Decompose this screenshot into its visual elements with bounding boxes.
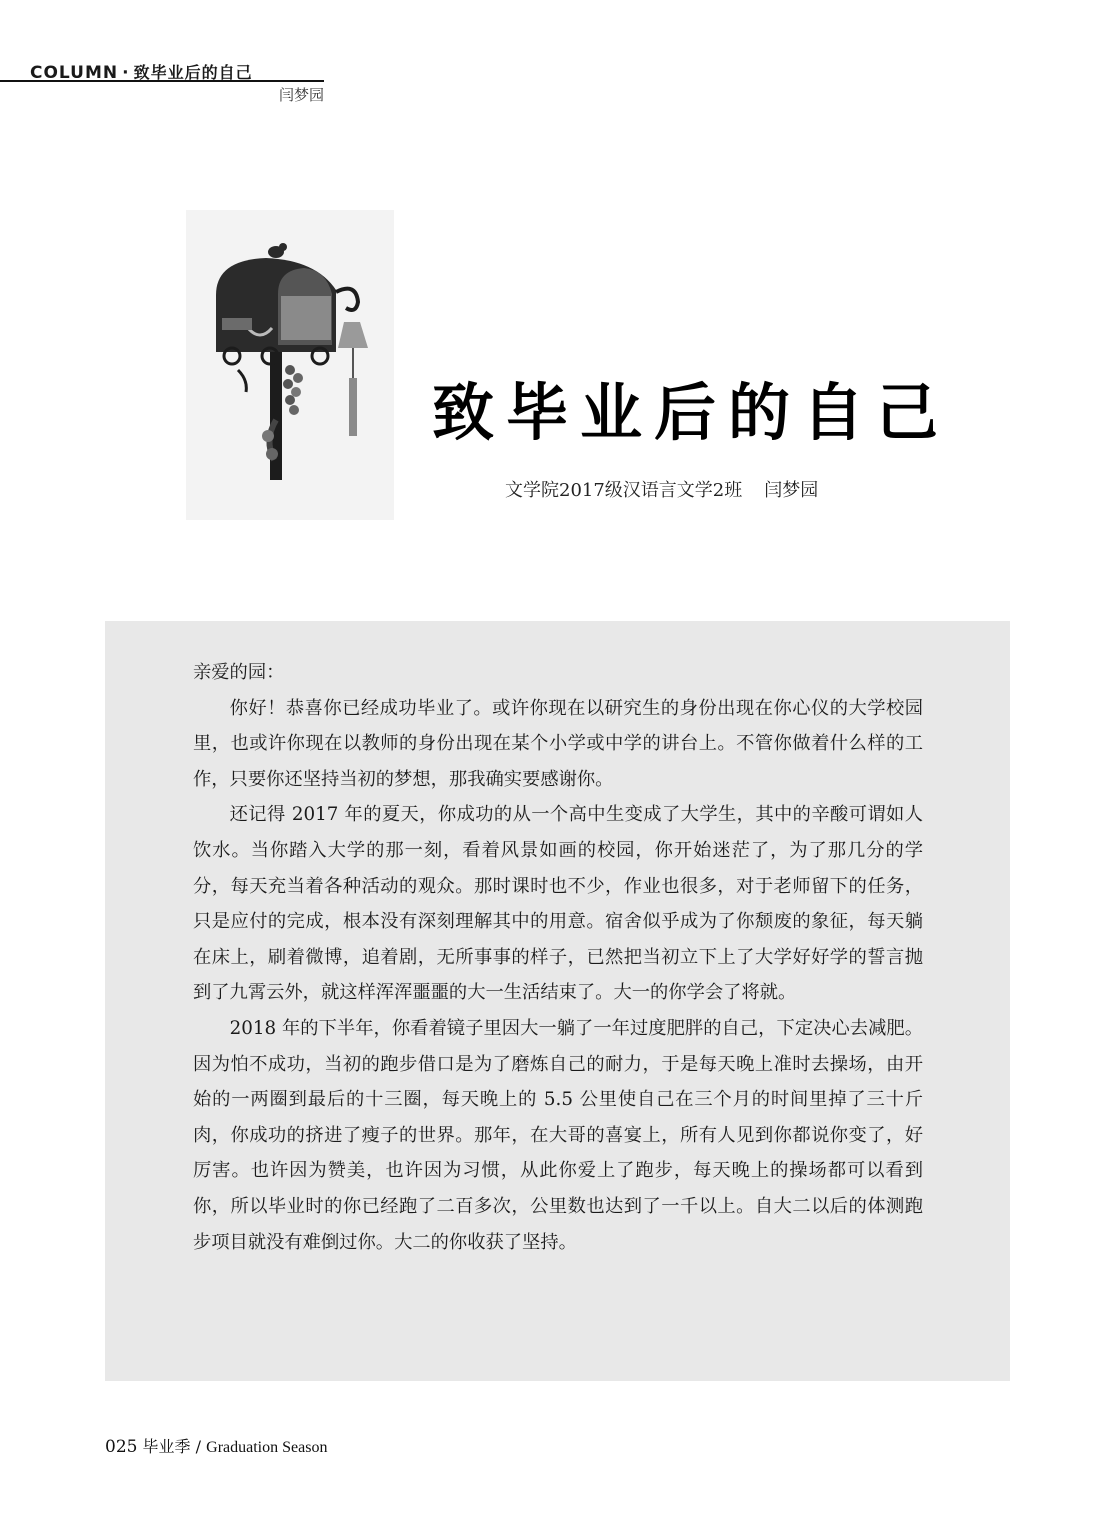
footer-slash: /	[195, 1437, 202, 1456]
page-footer	[105, 1434, 327, 1457]
mailbox-illustration	[186, 210, 394, 520]
header-rule	[0, 58, 324, 82]
column-label	[30, 60, 253, 83]
letter-body	[193, 655, 923, 1260]
magazine-name-en: Graduation Season	[206, 1439, 328, 1456]
header-author: 闫梦园	[278, 86, 324, 104]
page-number: 025	[105, 1437, 138, 1457]
mailbox-photo	[186, 210, 394, 520]
letter-box	[105, 621, 1010, 1381]
letter-paragraph: 还记得 2017 年的夏天，你成功的从一个高中生变成了大学生，其中的辛酸可谓如人饮水。当你踏入大学的那一刻，看着风景如画的校园，你开始迷茫了，为了那几分的学分，每天充当着各种活动的观众。那时课时也不少，作业也很多，对于老师留下的任务，只是应付的完成，根本没有深刻理解其中的用意。宿舍似乎成为了你颓废的象征，每天躺在床上，刷着微博，追着剧，无所事事的样子，已然把当初立下上了大学好好学的誓言抛到了九霄云外，就这样浑浑噩噩的大一生活结束了。大一的你学会了将就。	[193, 804, 923, 1004]
magazine-name-zh: 毕业季	[142, 1437, 191, 1456]
letter-salutation: 亲爱的园：	[193, 662, 285, 683]
byline-author: 闫梦园	[764, 480, 819, 501]
column-name: COLUMN	[30, 63, 119, 83]
running-header	[0, 58, 324, 104]
letter-paragraph: 2018 年的下半年，你看着镜子里因大一躺了一年过度肥胖的自己，下定决心去减肥。因为怕不成功，当初的跑步借口是为了磨炼自己的耐力，于是每天晚上准时去操场，由开始的一两圈到最后的十三圈，每天晚上的 5.5 公里使自己在三个月的时间里掉了三十斤肉，你成功的挤进了瘦子的世界。那年，在大哥的喜宴上，所有人见到你都说你变了，好厉害。也许因为赞美，也许因为习惯，从此你爱上了跑步，每天晚上的操场都可以看到你，所以毕业时的你已经跑了二百多次，公里数也达到了一千以上。自大二以后的体测跑步项目就没有难倒过你。大二的你收获了坚持。	[193, 1017, 923, 1253]
letter-paragraph: 你好！恭喜你已经成功毕业了。或许你现在以研究生的身份出现在你心仪的大学校园里，也或许你现在以教师的身份出现在某个小学或中学的讲台上。不管你做着什么样的工作，只要你还坚持当初的梦想，那我确实要感谢你。	[193, 697, 923, 790]
byline-affiliation: 文学院2017级汉语言文学2班	[505, 480, 743, 501]
article-title: 致毕业后的自己	[432, 376, 951, 449]
column-title: 致毕业后的自己	[133, 63, 253, 82]
byline	[505, 476, 818, 502]
column-separator: ·	[122, 63, 130, 83]
